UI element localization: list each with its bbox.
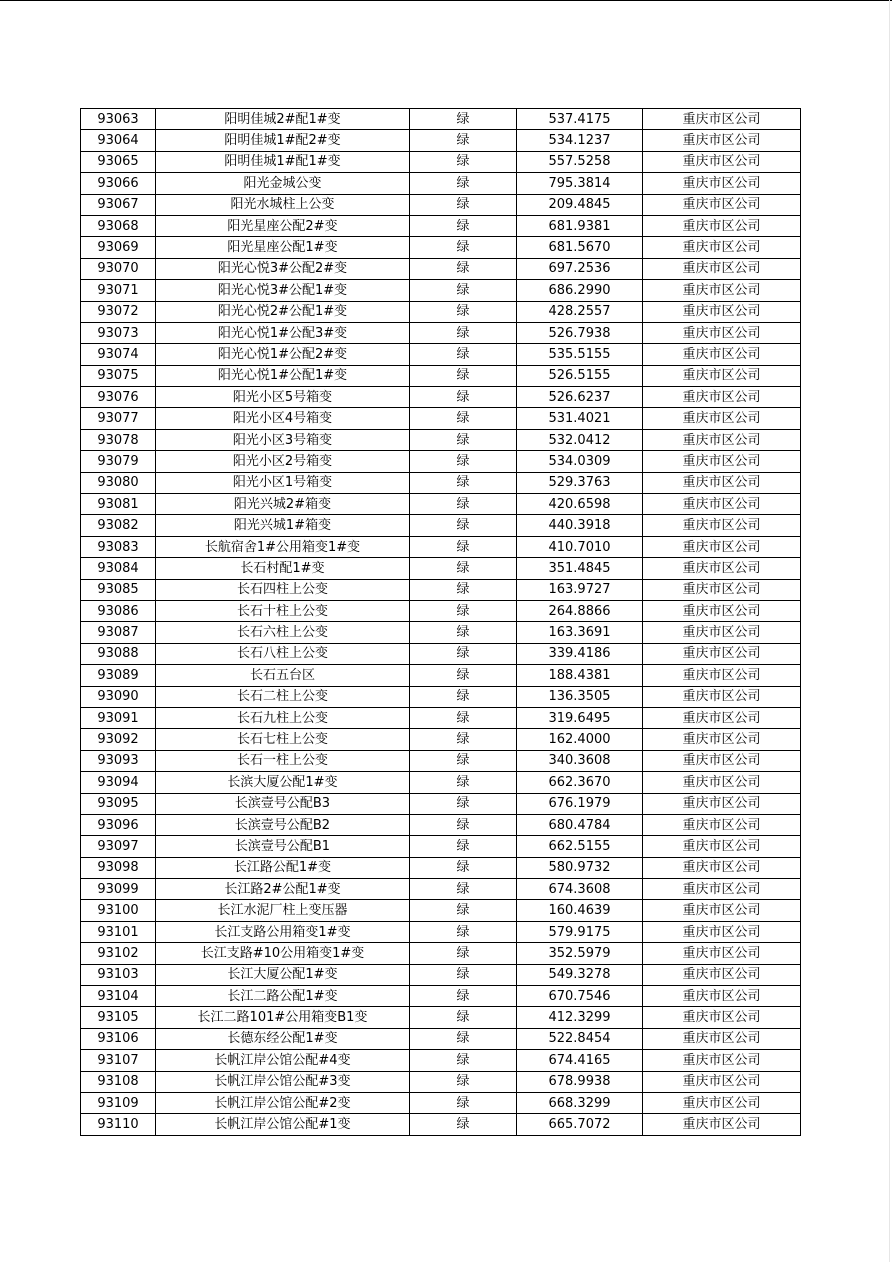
table-row: [81, 536, 801, 557]
value-cell: 557.5258: [517, 151, 643, 172]
id-cell: 93097: [81, 836, 156, 857]
color-cell: 绿: [410, 857, 517, 878]
name-cell: 长帆江岸公馆公配#1变: [156, 1114, 410, 1135]
color-cell: 绿: [410, 921, 517, 942]
org-cell: 重庆市区公司: [643, 344, 801, 365]
org-cell: 重庆市区公司: [643, 1007, 801, 1028]
name-cell: 长江支路#10公用箱变1#变: [156, 943, 410, 964]
org-cell: 重庆市区公司: [643, 750, 801, 771]
color-cell: 绿: [410, 109, 517, 130]
id-cell: 93096: [81, 814, 156, 835]
page-right-edge: [889, 0, 890, 1262]
value-cell: 526.6237: [517, 387, 643, 408]
table-row: [81, 643, 801, 664]
table-row: [81, 729, 801, 750]
name-cell: 阳光小区5号箱变: [156, 387, 410, 408]
color-cell: 绿: [410, 1007, 517, 1028]
color-cell: 绿: [410, 1050, 517, 1071]
name-cell: 长帆江岸公馆公配#3变: [156, 1071, 410, 1092]
value-cell: 678.9938: [517, 1071, 643, 1092]
id-cell: 93064: [81, 130, 156, 151]
value-cell: 580.9732: [517, 857, 643, 878]
id-cell: 93105: [81, 1007, 156, 1028]
table-row: [81, 258, 801, 279]
id-cell: 93108: [81, 1071, 156, 1092]
value-cell: 662.5155: [517, 836, 643, 857]
table-row: [81, 879, 801, 900]
org-cell: 重庆市区公司: [643, 558, 801, 579]
id-cell: 93090: [81, 686, 156, 707]
color-cell: 绿: [410, 151, 517, 172]
value-cell: 351.4845: [517, 558, 643, 579]
table-row: [81, 322, 801, 343]
color-cell: 绿: [410, 536, 517, 557]
table-row: [81, 1114, 801, 1135]
name-cell: 长江路2#公配1#变: [156, 879, 410, 900]
name-cell: 长江水泥厂柱上变压器: [156, 900, 410, 921]
value-cell: 209.4845: [517, 194, 643, 215]
value-cell: 160.4639: [517, 900, 643, 921]
color-cell: 绿: [410, 729, 517, 750]
org-cell: 重庆市区公司: [643, 451, 801, 472]
name-cell: 长江二路101#公用箱变B1变: [156, 1007, 410, 1028]
color-cell: 绿: [410, 130, 517, 151]
org-cell: 重庆市区公司: [643, 814, 801, 835]
color-cell: 绿: [410, 622, 517, 643]
table-row: [81, 964, 801, 985]
id-cell: 93100: [81, 900, 156, 921]
id-cell: 93065: [81, 151, 156, 172]
name-cell: 长帆江岸公馆公配#4变: [156, 1050, 410, 1071]
table-row: [81, 1028, 801, 1049]
table-row: [81, 943, 801, 964]
name-cell: 长石一柱上公变: [156, 750, 410, 771]
org-cell: 重庆市区公司: [643, 686, 801, 707]
value-cell: 531.4021: [517, 408, 643, 429]
name-cell: 长滨大厦公配1#变: [156, 772, 410, 793]
table-row: [81, 814, 801, 835]
value-cell: 697.2536: [517, 258, 643, 279]
value-cell: 410.7010: [517, 536, 643, 557]
color-cell: 绿: [410, 1071, 517, 1092]
table-row: [81, 151, 801, 172]
org-cell: 重庆市区公司: [643, 237, 801, 258]
name-cell: 长滨壹号公配B2: [156, 814, 410, 835]
color-cell: 绿: [410, 258, 517, 279]
color-cell: 绿: [410, 344, 517, 365]
name-cell: 阳光小区2号箱变: [156, 451, 410, 472]
name-cell: 阳光金城公变: [156, 173, 410, 194]
id-cell: 93084: [81, 558, 156, 579]
id-cell: 93087: [81, 622, 156, 643]
name-cell: 长德东经公配1#变: [156, 1028, 410, 1049]
color-cell: 绿: [410, 943, 517, 964]
color-cell: 绿: [410, 986, 517, 1007]
org-cell: 重庆市区公司: [643, 173, 801, 194]
org-cell: 重庆市区公司: [643, 772, 801, 793]
org-cell: 重庆市区公司: [643, 1092, 801, 1113]
id-cell: 93095: [81, 793, 156, 814]
org-cell: 重庆市区公司: [643, 429, 801, 450]
value-cell: 339.4186: [517, 643, 643, 664]
color-cell: 绿: [410, 408, 517, 429]
name-cell: 阳明佳城2#配1#变: [156, 109, 410, 130]
color-cell: 绿: [410, 365, 517, 386]
value-cell: 163.9727: [517, 579, 643, 600]
org-cell: 重庆市区公司: [643, 130, 801, 151]
value-cell: 674.4165: [517, 1050, 643, 1071]
id-cell: 93081: [81, 494, 156, 515]
table-row: [81, 194, 801, 215]
color-cell: 绿: [410, 900, 517, 921]
value-cell: 428.2557: [517, 301, 643, 322]
table-row: [81, 365, 801, 386]
org-cell: 重庆市区公司: [643, 1071, 801, 1092]
name-cell: 阳光水城柱上公变: [156, 194, 410, 215]
table-row: [81, 1071, 801, 1092]
name-cell: 阳光心悦1#公配2#变: [156, 344, 410, 365]
org-cell: 重庆市区公司: [643, 151, 801, 172]
id-cell: 93091: [81, 707, 156, 728]
color-cell: 绿: [410, 1114, 517, 1135]
name-cell: 阳光星座公配2#变: [156, 215, 410, 236]
value-cell: 662.3670: [517, 772, 643, 793]
table-row: [81, 600, 801, 621]
name-cell: 长石五台区: [156, 665, 410, 686]
color-cell: 绿: [410, 772, 517, 793]
org-cell: 重庆市区公司: [643, 301, 801, 322]
value-cell: 412.3299: [517, 1007, 643, 1028]
value-cell: 535.5155: [517, 344, 643, 365]
id-cell: 93106: [81, 1028, 156, 1049]
name-cell: 阳光星座公配1#变: [156, 237, 410, 258]
color-cell: 绿: [410, 707, 517, 728]
org-cell: 重庆市区公司: [643, 280, 801, 301]
id-cell: 93080: [81, 472, 156, 493]
id-cell: 93110: [81, 1114, 156, 1135]
org-cell: 重庆市区公司: [643, 365, 801, 386]
page-top-border: [0, 0, 892, 1]
org-cell: 重庆市区公司: [643, 215, 801, 236]
name-cell: 长江大厦公配1#变: [156, 964, 410, 985]
name-cell: 阳光小区3号箱变: [156, 429, 410, 450]
name-cell: 阳光心悦3#公配2#变: [156, 258, 410, 279]
value-cell: 526.5155: [517, 365, 643, 386]
value-cell: 352.5979: [517, 943, 643, 964]
name-cell: 长江路公配1#变: [156, 857, 410, 878]
table-row: [81, 387, 801, 408]
name-cell: 长江二路公配1#变: [156, 986, 410, 1007]
color-cell: 绿: [410, 836, 517, 857]
table-row: [81, 558, 801, 579]
id-cell: 93104: [81, 986, 156, 1007]
table-row: [81, 665, 801, 686]
org-cell: 重庆市区公司: [643, 408, 801, 429]
color-cell: 绿: [410, 665, 517, 686]
id-cell: 93073: [81, 322, 156, 343]
id-cell: 93077: [81, 408, 156, 429]
color-cell: 绿: [410, 643, 517, 664]
color-cell: 绿: [410, 558, 517, 579]
color-cell: 绿: [410, 173, 517, 194]
name-cell: 阳光心悦2#公配1#变: [156, 301, 410, 322]
id-cell: 93075: [81, 365, 156, 386]
color-cell: 绿: [410, 387, 517, 408]
table-row: [81, 451, 801, 472]
name-cell: 长石村配1#变: [156, 558, 410, 579]
org-cell: 重庆市区公司: [643, 900, 801, 921]
table-row: [81, 408, 801, 429]
table-row: [81, 280, 801, 301]
id-cell: 93076: [81, 387, 156, 408]
color-cell: 绿: [410, 472, 517, 493]
name-cell: 长航宿舍1#公用箱变1#变: [156, 536, 410, 557]
org-cell: 重庆市区公司: [643, 879, 801, 900]
table-row: [81, 921, 801, 942]
table-row: [81, 579, 801, 600]
id-cell: 93078: [81, 429, 156, 450]
id-cell: 93086: [81, 600, 156, 621]
color-cell: 绿: [410, 429, 517, 450]
name-cell: 阳光心悦1#公配3#变: [156, 322, 410, 343]
table-row: [81, 900, 801, 921]
value-cell: 162.4000: [517, 729, 643, 750]
id-cell: 93109: [81, 1092, 156, 1113]
table-row: [81, 344, 801, 365]
id-cell: 93074: [81, 344, 156, 365]
value-cell: 579.9175: [517, 921, 643, 942]
table-row: [81, 1050, 801, 1071]
color-cell: 绿: [410, 750, 517, 771]
value-cell: 532.0412: [517, 429, 643, 450]
id-cell: 93070: [81, 258, 156, 279]
value-cell: 526.7938: [517, 322, 643, 343]
color-cell: 绿: [410, 451, 517, 472]
table-row: [81, 857, 801, 878]
org-cell: 重庆市区公司: [643, 793, 801, 814]
id-cell: 93099: [81, 879, 156, 900]
id-cell: 93072: [81, 301, 156, 322]
id-cell: 93102: [81, 943, 156, 964]
name-cell: 长江支路公用箱变1#变: [156, 921, 410, 942]
color-cell: 绿: [410, 215, 517, 236]
org-cell: 重庆市区公司: [643, 1114, 801, 1135]
name-cell: 长石八柱上公变: [156, 643, 410, 664]
id-cell: 93094: [81, 772, 156, 793]
table-row: [81, 686, 801, 707]
org-cell: 重庆市区公司: [643, 1050, 801, 1071]
org-cell: 重庆市区公司: [643, 600, 801, 621]
color-cell: 绿: [410, 686, 517, 707]
color-cell: 绿: [410, 793, 517, 814]
color-cell: 绿: [410, 964, 517, 985]
table-row: [81, 750, 801, 771]
table-row: [81, 622, 801, 643]
org-cell: 重庆市区公司: [643, 643, 801, 664]
id-cell: 93066: [81, 173, 156, 194]
name-cell: 阳光小区4号箱变: [156, 408, 410, 429]
name-cell: 长滨壹号公配B1: [156, 836, 410, 857]
table-row: [81, 494, 801, 515]
table-row: [81, 472, 801, 493]
name-cell: 阳明佳城1#配2#变: [156, 130, 410, 151]
id-cell: 93088: [81, 643, 156, 664]
color-cell: 绿: [410, 579, 517, 600]
table-row: [81, 772, 801, 793]
value-cell: 188.4381: [517, 665, 643, 686]
name-cell: 长石六柱上公变: [156, 622, 410, 643]
org-cell: 重庆市区公司: [643, 472, 801, 493]
table-row: [81, 109, 801, 130]
value-cell: 795.3814: [517, 173, 643, 194]
org-cell: 重庆市区公司: [643, 986, 801, 1007]
color-cell: 绿: [410, 237, 517, 258]
data-table: [80, 108, 801, 1136]
value-cell: 319.6495: [517, 707, 643, 728]
org-cell: 重庆市区公司: [643, 109, 801, 130]
org-cell: 重庆市区公司: [643, 857, 801, 878]
color-cell: 绿: [410, 814, 517, 835]
org-cell: 重庆市区公司: [643, 964, 801, 985]
value-cell: 420.6598: [517, 494, 643, 515]
table-row: [81, 1092, 801, 1113]
name-cell: 长滨壹号公配B3: [156, 793, 410, 814]
value-cell: 681.9381: [517, 215, 643, 236]
value-cell: 136.3505: [517, 686, 643, 707]
name-cell: 阳光小区1号箱变: [156, 472, 410, 493]
name-cell: 长石七柱上公变: [156, 729, 410, 750]
id-cell: 93089: [81, 665, 156, 686]
value-cell: 534.1237: [517, 130, 643, 151]
value-cell: 537.4175: [517, 109, 643, 130]
table-row: [81, 1007, 801, 1028]
name-cell: 阳明佳城1#配1#变: [156, 151, 410, 172]
value-cell: 549.3278: [517, 964, 643, 985]
value-cell: 534.0309: [517, 451, 643, 472]
table-row: [81, 515, 801, 536]
name-cell: 阳光心悦3#公配1#变: [156, 280, 410, 301]
table-row: [81, 237, 801, 258]
name-cell: 长帆江岸公馆公配#2变: [156, 1092, 410, 1113]
table-row: [81, 707, 801, 728]
org-cell: 重庆市区公司: [643, 322, 801, 343]
id-cell: 93092: [81, 729, 156, 750]
color-cell: 绿: [410, 301, 517, 322]
value-cell: 676.1979: [517, 793, 643, 814]
org-cell: 重庆市区公司: [643, 494, 801, 515]
table-row: [81, 836, 801, 857]
id-cell: 93067: [81, 194, 156, 215]
value-cell: 529.3763: [517, 472, 643, 493]
id-cell: 93103: [81, 964, 156, 985]
color-cell: 绿: [410, 194, 517, 215]
id-cell: 93101: [81, 921, 156, 942]
org-cell: 重庆市区公司: [643, 943, 801, 964]
table-row: [81, 173, 801, 194]
id-cell: 93063: [81, 109, 156, 130]
id-cell: 93069: [81, 237, 156, 258]
table-row: [81, 793, 801, 814]
color-cell: 绿: [410, 494, 517, 515]
color-cell: 绿: [410, 280, 517, 301]
value-cell: 681.5670: [517, 237, 643, 258]
org-cell: 重庆市区公司: [643, 194, 801, 215]
org-cell: 重庆市区公司: [643, 707, 801, 728]
value-cell: 686.2990: [517, 280, 643, 301]
org-cell: 重庆市区公司: [643, 665, 801, 686]
value-cell: 670.7546: [517, 986, 643, 1007]
table-body: [81, 109, 801, 1136]
name-cell: 长石二柱上公变: [156, 686, 410, 707]
id-cell: 93098: [81, 857, 156, 878]
id-cell: 93085: [81, 579, 156, 600]
org-cell: 重庆市区公司: [643, 1028, 801, 1049]
color-cell: 绿: [410, 1028, 517, 1049]
name-cell: 阳光心悦1#公配1#变: [156, 365, 410, 386]
org-cell: 重庆市区公司: [643, 579, 801, 600]
table-row: [81, 130, 801, 151]
value-cell: 340.3608: [517, 750, 643, 771]
org-cell: 重庆市区公司: [643, 515, 801, 536]
value-cell: 522.8454: [517, 1028, 643, 1049]
org-cell: 重庆市区公司: [643, 258, 801, 279]
id-cell: 93071: [81, 280, 156, 301]
table-row: [81, 215, 801, 236]
org-cell: 重庆市区公司: [643, 836, 801, 857]
color-cell: 绿: [410, 1092, 517, 1113]
color-cell: 绿: [410, 322, 517, 343]
id-cell: 93082: [81, 515, 156, 536]
value-cell: 163.3691: [517, 622, 643, 643]
color-cell: 绿: [410, 879, 517, 900]
name-cell: 长石四柱上公变: [156, 579, 410, 600]
name-cell: 阳光兴城2#箱变: [156, 494, 410, 515]
value-cell: 665.7072: [517, 1114, 643, 1135]
value-cell: 674.3608: [517, 879, 643, 900]
org-cell: 重庆市区公司: [643, 387, 801, 408]
org-cell: 重庆市区公司: [643, 921, 801, 942]
id-cell: 93079: [81, 451, 156, 472]
id-cell: 93093: [81, 750, 156, 771]
value-cell: 440.3918: [517, 515, 643, 536]
name-cell: 长石十柱上公变: [156, 600, 410, 621]
table-row: [81, 429, 801, 450]
color-cell: 绿: [410, 600, 517, 621]
value-cell: 680.4784: [517, 814, 643, 835]
org-cell: 重庆市区公司: [643, 729, 801, 750]
value-cell: 668.3299: [517, 1092, 643, 1113]
org-cell: 重庆市区公司: [643, 536, 801, 557]
table-row: [81, 301, 801, 322]
value-cell: 264.8866: [517, 600, 643, 621]
name-cell: 阳光兴城1#箱变: [156, 515, 410, 536]
color-cell: 绿: [410, 515, 517, 536]
id-cell: 93083: [81, 536, 156, 557]
table-row: [81, 986, 801, 1007]
id-cell: 93107: [81, 1050, 156, 1071]
name-cell: 长石九柱上公变: [156, 707, 410, 728]
org-cell: 重庆市区公司: [643, 622, 801, 643]
id-cell: 93068: [81, 215, 156, 236]
